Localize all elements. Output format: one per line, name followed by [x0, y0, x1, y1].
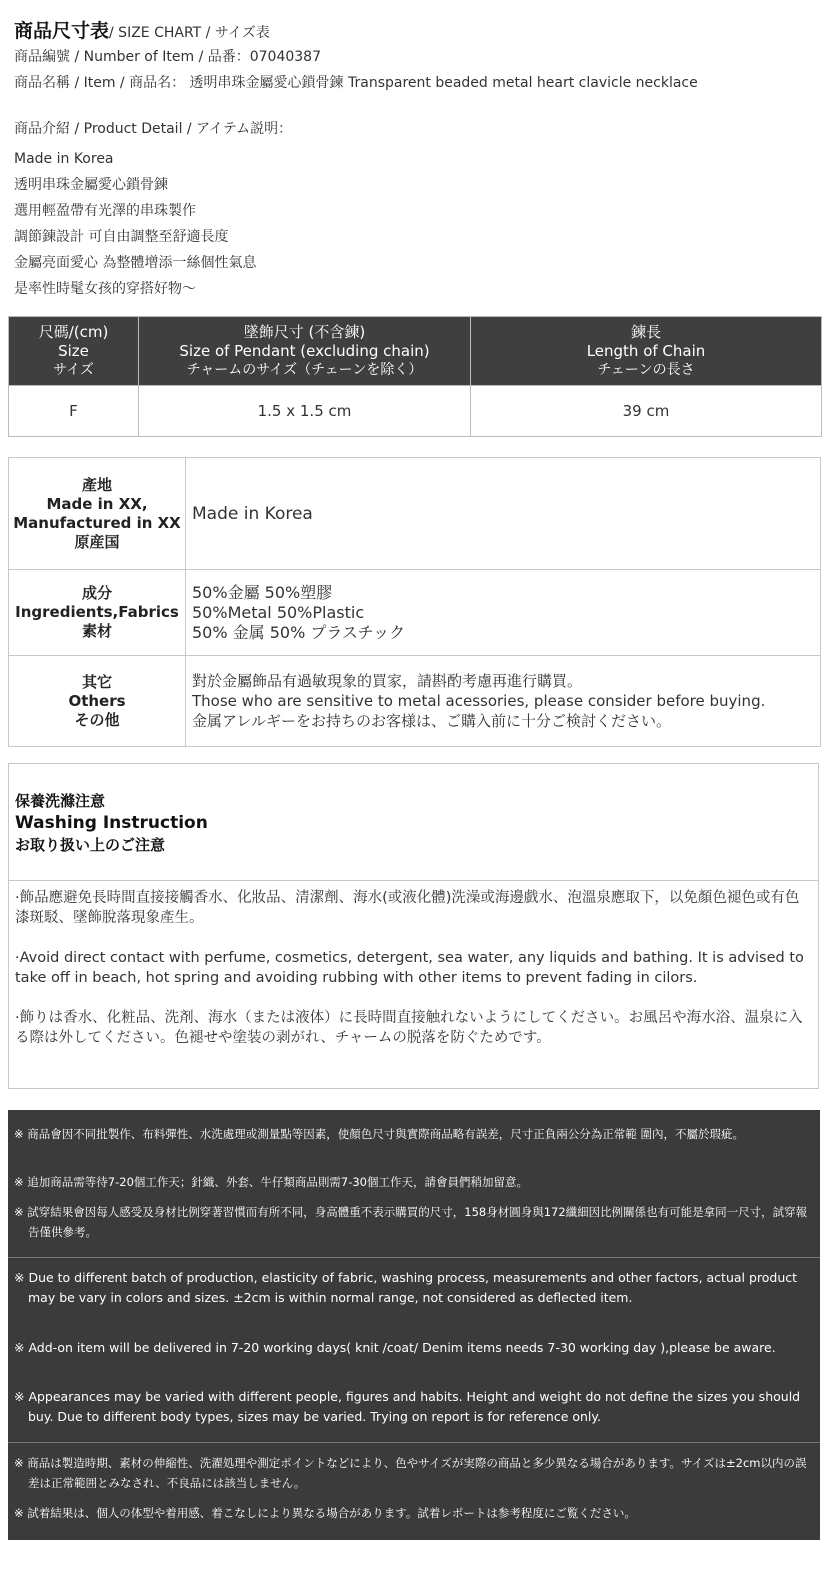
header-chain [471, 317, 822, 386]
header-en: Size [58, 341, 89, 360]
label-en: Others [68, 691, 126, 710]
item-name: 商品名稱 / Item / 商品名： 透明串珠金屬愛心鎖骨鍊 Transparent beaded metal heart clavicle necklace [14, 75, 698, 91]
ingredients-value [186, 570, 821, 656]
detail-line: Made in Korea [14, 151, 114, 167]
washing-title [15, 790, 208, 856]
item-number: 商品編號 / Number of Item / 品番：07040387 [14, 49, 321, 65]
info-table [8, 457, 821, 747]
washing-paragraph: ·Avoid direct contact with perfume, cosmetics, detergent, sea water, any liquids and bathing. It is advised to take off in beach, hot spring and avoiding rubbing with other items to prevent fading in cilors. [15, 950, 804, 986]
others-label [9, 656, 186, 747]
cell-pendant: 1.5 x 1.5 cm [139, 386, 471, 437]
cell-size: F [9, 386, 139, 437]
notice-item: ※ 試穿結果會因每人感受及身材比例穿著習慣而有所不同，身高體重不表示購買的尺寸，158身材圓身與172纖細因比例關係也有可能是拿同一尺寸，試穿報告僅供參考。 [14, 1205, 808, 1239]
info-row-ingredients [9, 570, 821, 656]
header-zh: 鍊長 [630, 322, 661, 341]
header-size [9, 317, 139, 386]
detail-line: 選用輕盈帶有光澤的串珠製作 [14, 203, 196, 219]
value-line: 金属アレルギーをお持ちのお客様は、ご購入前に十分ご検討ください。 [192, 712, 672, 730]
label-en: Ingredients,Fabrics [15, 603, 179, 621]
label-en: Made in XX, Manufactured in XX [13, 494, 181, 532]
value-line: 對於金屬飾品有過敏現象的買家，請斟酌考慮再進行購買。 [192, 672, 583, 690]
others-value [186, 656, 821, 747]
divider [9, 880, 818, 881]
table-row [9, 386, 822, 437]
info-row-others [9, 656, 821, 747]
notice-item: ※ 商品會因不同批製作、布料彈性、水洗處理或測量點等因素，使顏色尺寸與實際商品略有誤差，尺寸正負兩公分為正常範 圍內，不屬於瑕疵。 [14, 1127, 744, 1141]
notice-box [8, 1110, 820, 1540]
label-zh: 其它 [81, 672, 112, 691]
washing-title-ja: お取り扱い上のご注意 [15, 836, 166, 854]
detail-line: 透明串珠金屬愛心鎖骨鍊 [14, 177, 168, 193]
title-main: 商品尺寸表 [14, 20, 110, 42]
detail-line: 金屬亮面愛心 為整體增添一絲個性氣息 [14, 255, 257, 271]
notice-section-zh [8, 1110, 820, 1256]
value-line: 50% 金属 50% プラスチック [192, 622, 406, 642]
detail-line: 調節鍊設計 可自由調整至舒適長度 [14, 229, 229, 245]
header-en: Length of Chain [586, 341, 706, 360]
size-table-header [9, 317, 822, 386]
product-details [14, 146, 819, 302]
header-zh: 尺碼/(cm) [38, 322, 109, 341]
header-ja: チェーンの長さ [597, 361, 695, 378]
notice-item: ※ Due to different batch of production, elasticity of fabric, washing process, measurements and other factors, actual product may be vary in colors and sizes. ±2cm is within normal range, not considered as deflected item. [14, 1270, 798, 1305]
origin-label [9, 458, 186, 570]
detail-line: 是率性時髦女孩的穿搭好物～ [14, 281, 196, 297]
notice-item: ※ 試着結果は、個人の体型や着用感、着こなしにより異なる場合があります。試着レポートは参考程度にご覧ください。 [14, 1506, 636, 1520]
detail-label: 商品介紹 / Product Detail / アイテム説明： [14, 121, 293, 137]
notice-item: ※ Appearances may be varied with different people, figures and habits. Height and weight do not define the sizes you should buy. Due to different body types, sizes may be varied. Trying on report is for reference only. [14, 1389, 801, 1424]
ingredients-label [9, 570, 186, 656]
washing-paragraph: ·飾りは香水、化粧品、洗剤、海水（または液体）に長時間直接触れないようにしてください。お風呂や海水浴、温泉に入る際は外してください。色褪せや塗装の剥がれ、チャームの脱落を防ぐためです。 [15, 1010, 803, 1046]
header-ja: チャームのサイズ（チェーンを除く） [186, 361, 423, 378]
value-line: 50%Metal 50%Plastic [192, 602, 365, 622]
origin-value [186, 458, 821, 570]
notice-section-en [8, 1257, 820, 1442]
value-line: Made in Korea [192, 503, 313, 524]
header-zh: 墜飾尺寸 (不含鍊) [243, 322, 366, 341]
washing-title-en: Washing Instruction [15, 813, 208, 833]
value-line: 50%金屬 50%塑膠 [192, 582, 333, 602]
washing-paragraph: ·飾品應避免長時間直接接觸香水、化妝品、清潔劑、海水(或液化體)洗澡或海邊戲水、泡溫泉應取下，以免顏色褪色或有色漆斑駁、墜飾脫落現象產生。 [15, 890, 800, 926]
notice-item: ※ 追加商品需等待7-20個工作天；針織、外套、牛仔類商品則需7-30個工作天，請會員們稍加留意。 [14, 1175, 528, 1189]
washing-title-zh: 保養洗滌注意 [15, 792, 106, 810]
size-table [8, 316, 822, 437]
label-ja: 原産国 [74, 532, 120, 551]
header-ja: サイズ [53, 361, 94, 378]
header-en: Size of Pendant (excluding chain) [179, 341, 430, 360]
label-zh: 成分 [81, 584, 112, 602]
info-row-origin [9, 458, 821, 570]
washing-instructions [8, 763, 819, 1089]
cell-chain: 39 cm [471, 386, 822, 437]
page-title [14, 20, 819, 44]
header-pendant [139, 317, 471, 386]
title-subtitle: / SIZE CHART / サイズ表 [109, 25, 270, 41]
label-ja: 素材 [81, 622, 112, 640]
value-line: Those who are sensitive to metal acessories, please consider before buying. [192, 692, 766, 710]
notice-section-ja [8, 1442, 820, 1541]
label-zh: 產地 [81, 475, 112, 494]
label-ja: その他 [74, 710, 120, 729]
notice-item: ※ Add-on item will be delivered in 7-20 working days( knit /coat/ Denim items needs 7-30 working day ),please be aware. [14, 1340, 776, 1355]
notice-item: ※ 商品は製造時期、素材の伸縮性、洗濯処理や測定ポイントなどにより、色やサイズが実際の商品と多少異なる場合があります。サイズは±2cm以内の誤差は正常範囲とみなされ、不良品には該当しません。 [14, 1456, 807, 1490]
washing-body [15, 888, 810, 1068]
